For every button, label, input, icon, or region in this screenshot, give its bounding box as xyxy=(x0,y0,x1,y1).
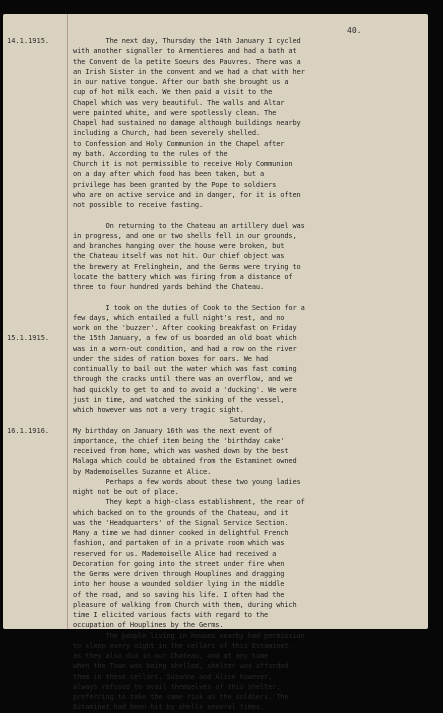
text-line xyxy=(3,46,428,56)
line-text: in progress, and one or two shells fell in our grounds, xyxy=(73,231,297,240)
text-line xyxy=(3,497,428,507)
line-text: with another signaller to Armentieres and had a bath at xyxy=(73,47,297,56)
text-line xyxy=(3,190,428,200)
text-line xyxy=(3,333,428,343)
text-line xyxy=(3,262,428,272)
text-line xyxy=(3,344,428,354)
text-line xyxy=(3,692,428,702)
margin-date: 15.1.1915. xyxy=(7,334,50,343)
text-line xyxy=(3,487,428,497)
line-text: not possible to receive fasting. xyxy=(73,201,204,209)
text-line xyxy=(3,559,428,569)
text-line xyxy=(3,87,428,97)
text-line xyxy=(3,426,428,436)
text-line xyxy=(3,467,428,477)
text-line xyxy=(3,672,428,682)
text-line xyxy=(3,231,428,241)
text-line xyxy=(3,282,428,292)
line-text: fashion, and partaken of in a private room which was xyxy=(73,539,285,548)
line-text: received from home, which was washed down by the best xyxy=(73,447,289,455)
line-text: the Chateau itself was not hit. Our chief object was xyxy=(73,252,285,261)
line-text: might not be out of place. xyxy=(73,488,179,496)
text-line xyxy=(3,200,428,210)
line-text: including a Church, had been severely shelled. xyxy=(73,129,260,138)
text-line xyxy=(3,477,428,487)
text-line xyxy=(3,180,428,190)
line-text: Perhaps a few words about these two young ladies xyxy=(73,477,301,486)
text-line xyxy=(3,292,428,302)
line-text: just in time, and watched the sinking of the vessel, xyxy=(73,395,285,404)
line-text: preferring to take the same risk as the soldiers. The xyxy=(73,693,289,701)
line-text: On returning to the Chateau an artillery duel was xyxy=(73,221,305,230)
line-text: the Convent de la petite Soeurs des Pauvres. There was a xyxy=(73,57,301,66)
line-text: the brewery at Frelinghein, and the Germs were trying to xyxy=(73,262,301,271)
line-text: of the road, and so saving his life. I often had the xyxy=(73,590,285,599)
line-text: the 15th January, a few of us boarded an old boat which xyxy=(73,334,297,343)
line-text: which backed on to the grounds of the Chateau, and it xyxy=(73,508,289,517)
line-text: The people living in houses nearby had permission xyxy=(73,631,305,640)
text-line xyxy=(3,77,428,87)
margin-date: 16.1.1916. xyxy=(7,426,50,435)
line-text: were painted white, and were spotlessly clean. The xyxy=(73,108,277,117)
line-text: was the 'Headquarters' of the Signal Service Section. xyxy=(73,518,289,527)
line-text: in our native tongue. After our bath she brought us a xyxy=(73,78,289,86)
line-text: Saturday, xyxy=(229,416,267,425)
line-text: My birthday on January 16th was the next event of xyxy=(73,426,273,435)
line-text: on a day after which food has been taken, but a xyxy=(73,170,265,179)
text-line xyxy=(3,159,428,169)
text-line xyxy=(3,528,428,538)
line-text: locate the battery which was firing from a distance of xyxy=(73,272,293,281)
line-text: Estaminet had been hit by shells several times. xyxy=(73,703,265,712)
line-text: always refused to avail themselves of this shelter, xyxy=(73,682,281,691)
text-line xyxy=(3,651,428,661)
text-line xyxy=(3,221,428,231)
text-line xyxy=(3,364,428,374)
text-line xyxy=(3,661,428,671)
text-line xyxy=(3,169,428,179)
text-line xyxy=(3,456,428,466)
line-text: Chapel had sustained no damage although buildings nearby xyxy=(73,119,301,127)
text-line xyxy=(3,641,428,651)
line-text: and branches hanging over the house were broken, but xyxy=(73,242,285,250)
text-line xyxy=(3,354,428,364)
line-text: continually to bail out the water which was fast coming xyxy=(73,365,297,373)
text-line xyxy=(3,139,428,149)
line-text: work on the 'buzzer'. After cooking breakfast on Friday xyxy=(73,324,297,332)
line-text: through the cracks until there was an overflow, and we xyxy=(73,375,293,384)
line-text: which however was not a very tragic sight. xyxy=(73,406,244,414)
line-text: Decoration for going into the street under fire when xyxy=(73,559,285,568)
line-text: had quickly to get to and to avoid a 'ducking'. We were xyxy=(73,385,297,394)
text-line xyxy=(3,272,428,282)
text-line xyxy=(3,385,428,395)
line-text: as they also did in our Chateau, and at any time xyxy=(73,652,269,660)
line-text: time I elicited various facts with regard to the xyxy=(73,611,269,619)
text-line xyxy=(3,538,428,548)
diary-text xyxy=(3,36,428,713)
line-text: my bath. According to the rules of the xyxy=(73,149,228,158)
text-line xyxy=(3,600,428,610)
line-text: cup of hot milk each. We then paid a visit to the xyxy=(73,88,273,97)
text-line xyxy=(3,549,428,559)
margin-date: 14.1.1915. xyxy=(7,37,50,45)
text-line xyxy=(3,579,428,589)
text-line xyxy=(3,98,428,108)
text-line xyxy=(3,446,428,456)
text-line xyxy=(3,405,428,415)
text-line xyxy=(3,610,428,620)
line-text: to sleep every night in the cellars of this Estaminet, xyxy=(73,641,293,650)
line-text: an Irish Sister in the convent and we had a chat with her xyxy=(73,67,305,76)
line-text: privilege has been granted by the Pope to soldiers xyxy=(73,180,277,189)
text-line xyxy=(3,313,428,323)
text-line xyxy=(3,108,428,118)
line-text: importance, the chief item being the 'birthday cake' xyxy=(73,436,285,445)
document-page xyxy=(3,14,428,712)
line-text: Church it is not permissible to receive Holy Communion xyxy=(73,160,293,168)
text-line xyxy=(3,241,428,251)
line-text: when the Town was being shelled, shelter was afforded xyxy=(73,662,289,671)
text-line xyxy=(3,67,428,77)
text-line xyxy=(3,682,428,692)
text-line xyxy=(3,323,428,333)
text-line xyxy=(3,251,428,261)
line-text: occupation of Houplines by the Germs. xyxy=(73,621,224,630)
line-text: them in these cellars. Suzanne and Alice however, xyxy=(73,672,273,681)
text-line xyxy=(3,36,428,46)
text-line xyxy=(3,395,428,405)
line-text: Malaga which could be obtained from the Estaminet owned xyxy=(73,457,297,466)
line-text: to Confession and Holy Communion in the Chapel after xyxy=(73,139,285,148)
text-line xyxy=(3,149,428,159)
text-line xyxy=(3,702,428,712)
line-text: few days, which entailed a full night's rest, and no xyxy=(73,313,285,322)
line-text: was in a worn-out condition, and had a row on the river xyxy=(73,344,297,353)
text-line xyxy=(3,620,428,630)
line-text: by Mademoiselles Suzanne et Alice. xyxy=(73,467,212,476)
text-line xyxy=(3,569,428,579)
line-text: reserved for us. Mademoiselle Alice had received a xyxy=(73,549,277,558)
text-line xyxy=(3,303,428,313)
page-number: 40. xyxy=(347,26,362,35)
text-line xyxy=(3,57,428,67)
text-line xyxy=(3,436,428,446)
line-text: the Germs were driven through Houplines and dragging xyxy=(73,570,285,578)
line-text: pleasure of walking from Church with them, during which xyxy=(73,600,297,609)
line-text: Many a time we had dinner cooked in delightful French xyxy=(73,529,289,537)
line-text: three to four hundred yards behind the Chateau. xyxy=(73,283,265,291)
text-line xyxy=(3,508,428,518)
text-line xyxy=(3,415,428,425)
line-text: They kept a high-class establishment, the rear of xyxy=(73,498,305,507)
text-line xyxy=(3,210,428,220)
line-text: The next day, Thursday the 14th January I cycled xyxy=(73,37,301,45)
line-text: who are on active service and in danger, for it is often xyxy=(73,190,301,199)
line-text: I took on the duties of Cook to the Section for a xyxy=(73,303,305,312)
text-line xyxy=(3,118,428,128)
text-line xyxy=(3,518,428,528)
text-line xyxy=(3,631,428,641)
text-line xyxy=(3,128,428,138)
text-line xyxy=(3,374,428,384)
text-line xyxy=(3,590,428,600)
line-text: into her house a wounded soldier lying in the middle xyxy=(73,580,285,589)
line-text: Chapel which was very beautiful. The walls and Altar xyxy=(73,98,285,107)
line-text: under the sides of ration boxes for oars. We had xyxy=(73,354,269,363)
